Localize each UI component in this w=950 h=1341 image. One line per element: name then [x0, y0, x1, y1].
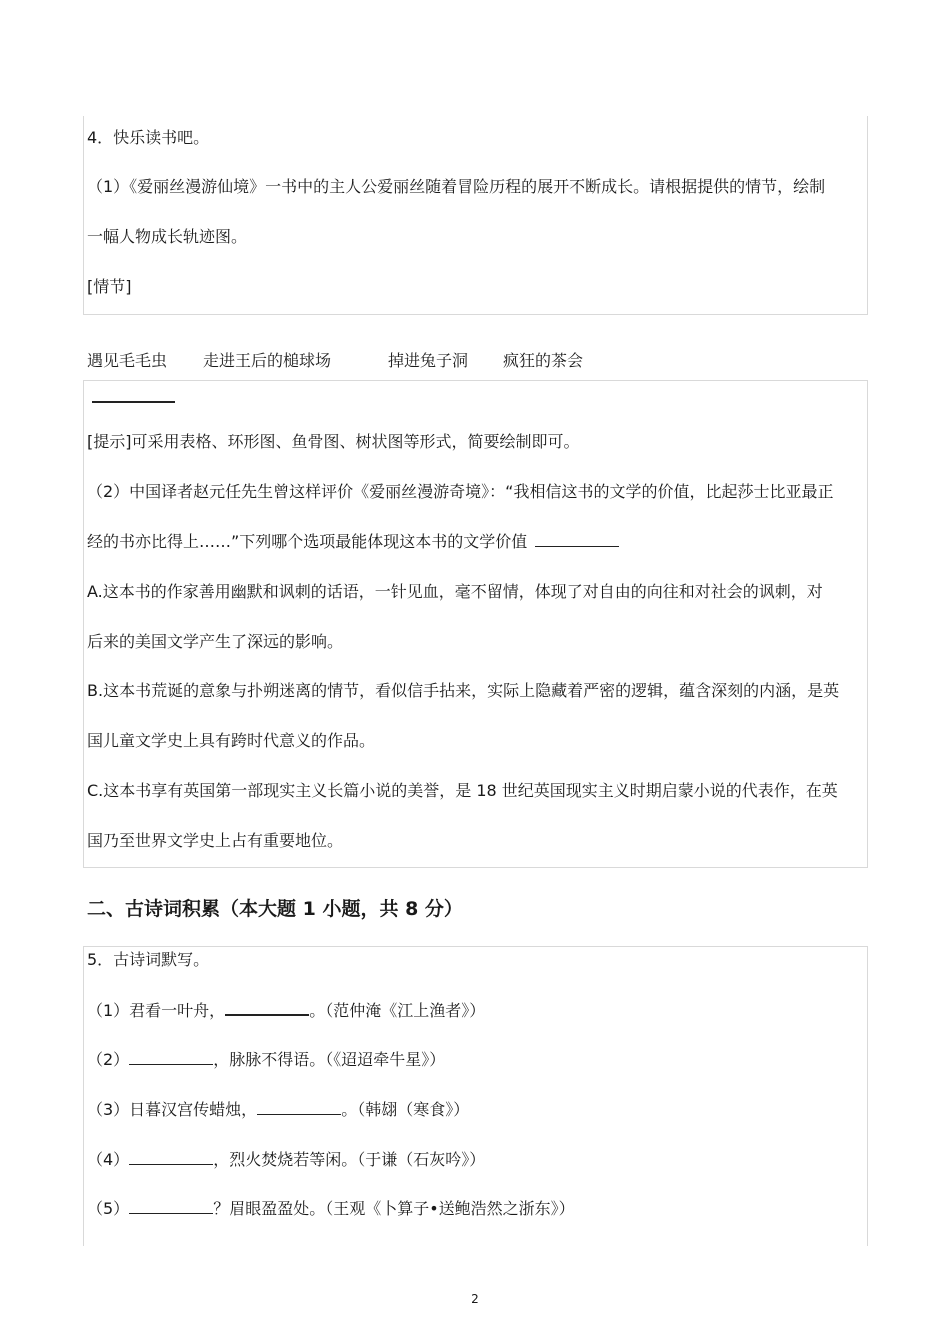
option-a-line2: 后来的美国文学产生了深远的影响。	[87, 632, 344, 651]
option-c-line1: C.这本书享有英国第一部现实主义长篇小说的美誉，是 18 世纪英国现实主义时期启蒙小说的代表作，在英	[87, 781, 838, 800]
plot-item: 疯狂的茶会	[503, 351, 584, 370]
poem-item-prefix: （3）日暮汉宫传蜡烛，	[87, 1100, 258, 1119]
poem-item-1	[87, 1000, 485, 1021]
poem-item-prefix: （2）	[87, 1050, 130, 1069]
answer-blank[interactable]	[225, 1000, 309, 1016]
poem-item-prefix: （1）君看一叶舟，	[87, 1001, 226, 1020]
page-number: 2	[471, 1292, 479, 1306]
answer-blank[interactable]	[257, 1100, 341, 1115]
answer-blank[interactable]	[129, 1050, 213, 1065]
question-5-title: 5．古诗词默写。	[87, 950, 210, 969]
answer-blank[interactable]	[129, 1199, 213, 1214]
option-a-line1: A.这本书的作家善用幽默和讽刺的话语，一针见血，毫不留情，体现了对自由的向往和对社会的讽刺，对	[87, 582, 823, 601]
option-b-line2: 国儿童文学史上具有跨时代意义的作品。	[87, 731, 376, 750]
poem-item-3	[87, 1100, 469, 1120]
plot-item: 掉进兔子洞	[388, 351, 469, 370]
question-4-2-text: 经的书亦比得上……”下列哪个选项最能体现这本书的文学价值	[87, 532, 528, 551]
poem-item-prefix: （5）	[87, 1199, 130, 1218]
question-4-2-line2	[87, 532, 619, 552]
poem-item-2	[87, 1050, 445, 1070]
answer-blank-drawing[interactable]	[92, 401, 175, 403]
answer-blank[interactable]	[535, 532, 619, 547]
plot-item: 遇见毛毛虫	[87, 351, 168, 370]
poem-item-suffix: 。（范仲淹《江上渔者》）	[309, 1001, 486, 1020]
option-b-line1: B.这本书荒诞的意象与扑朔迷离的情节，看似信手拈来，实际上隐藏着严密的逻辑，蕴含深刻的内涵，是英	[87, 681, 840, 700]
poem-item-suffix: ？眉眼盈盈处。（王观《卜算子•送鲍浩然之浙东》）	[213, 1199, 575, 1218]
poem-item-5	[87, 1199, 575, 1219]
hint-text: [提示]可采用表格、环形图、鱼骨图、树状图等形式，简要绘制即可。	[87, 432, 580, 451]
plot-label: [情节]	[87, 277, 132, 296]
poem-item-4	[87, 1150, 485, 1170]
option-c-line2: 国乃至世界文学史上占有重要地位。	[87, 831, 344, 850]
plot-item: 走进王后的槌球场	[203, 351, 332, 370]
question-4-2-line1: （2）中国译者赵元任先生曾这样评价《爱丽丝漫游奇境》：“我相信这书的文学的价值，比起莎士比亚最正	[87, 482, 834, 501]
poem-item-suffix: ，脉脉不得语。（《迢迢牵牛星》）	[213, 1050, 446, 1069]
poem-item-suffix: 。（韩翃（寒食》）	[341, 1100, 470, 1119]
question-4-title: 4．快乐读书吧。	[87, 128, 210, 147]
question-4-1-line1: （1）《爱丽丝漫游仙境》一书中的主人公爱丽丝随着冒险历程的展开不断成长。请根据提供的情节，绘制	[87, 177, 826, 196]
question-4-1-line2: 一幅人物成长轨迹图。	[87, 227, 248, 246]
answer-blank[interactable]	[129, 1150, 213, 1165]
poem-item-suffix: ，烈火焚烧若等闲。（于谦（石灰吟》）	[213, 1150, 486, 1169]
section-heading: 二、古诗词积累（本大题 1 小题，共 8 分）	[87, 898, 463, 920]
poem-item-prefix: （4）	[87, 1150, 130, 1169]
